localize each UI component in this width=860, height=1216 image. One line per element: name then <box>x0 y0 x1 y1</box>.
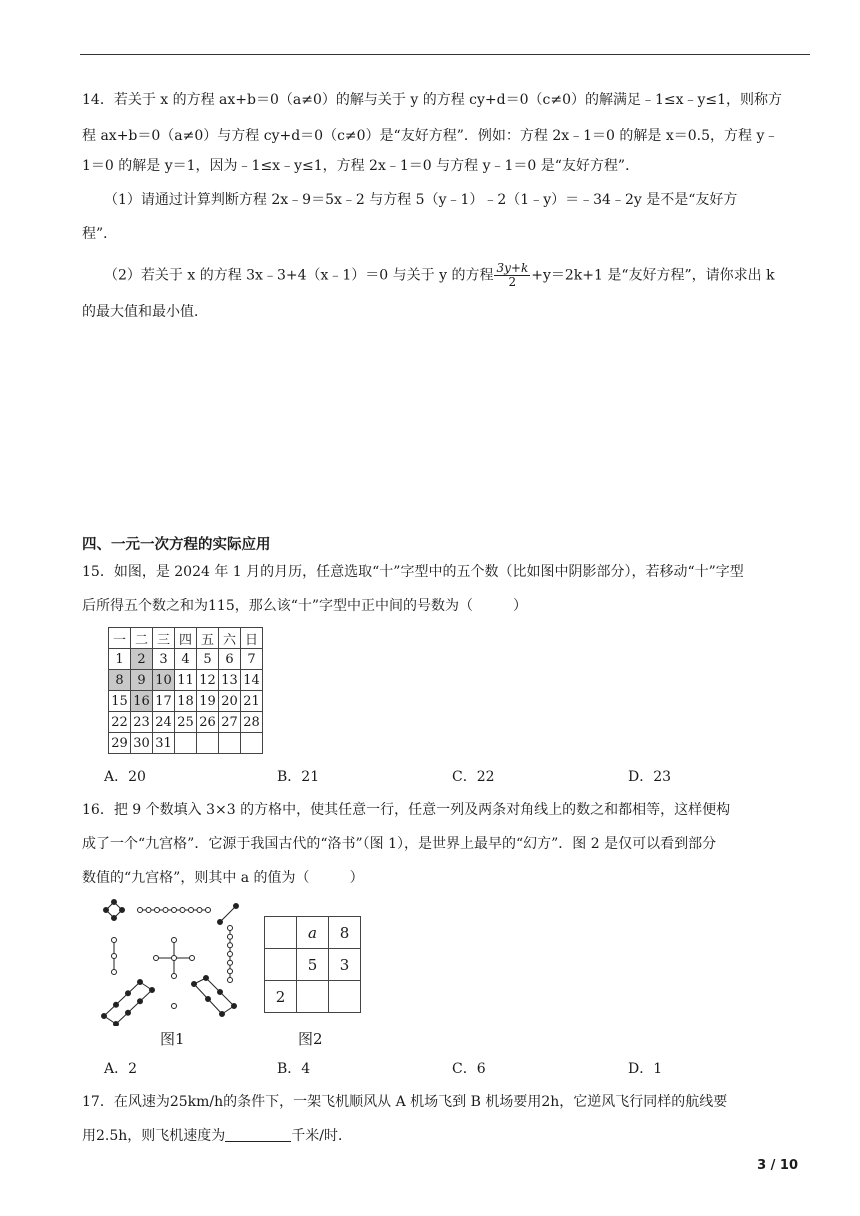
page-number: 3 / 10 <box>757 1158 798 1173</box>
calendar-header-cell: 五 <box>197 628 219 649</box>
luoshu-dots-3 <box>112 938 117 975</box>
q14-line-1: 14．若关于 x 的方程 ax+b＝0（a≠0）的解与关于 y 的方程 cy+d＝0（c≠0）的解满足﹣1≤x﹣y≤1，则称方 <box>82 92 783 108</box>
q14-line-3: 1＝0 的解是 y＝1，因为﹣1≤x﹣y≤1，方程 2x﹣1＝0 与方程 y﹣1＝0 是“友好方程”． <box>82 158 640 174</box>
q16-line-1: 16．把 9 个数填入 3×3 的方格中，使其任意一行，任意一列及两条对角线上的数之和都相等，这样便构 <box>82 802 731 818</box>
header-rule <box>80 54 810 55</box>
q17-line-2 <box>82 1126 352 1146</box>
calendar-row <box>109 733 263 754</box>
grid-row <box>265 981 361 1013</box>
q16-line-2: 成了一个“九宫格”．它源于我国古代的“洛书”（图 1），是世界上最早的“幻方”．图 2 是仅可以看到部分 <box>82 836 717 852</box>
grid-row <box>265 949 361 981</box>
calendar-header-cell: 六 <box>219 628 241 649</box>
fraction-denominator: 2 <box>508 275 517 289</box>
calendar-cell: 31 <box>153 733 175 754</box>
q17-line-1: 17．在风速为25km/h的条件下，一架飞机顺风从 A 机场飞到 B 机场要用2h，它逆风飞行同样的航线要 <box>82 1094 728 1110</box>
luoshu-dots-4 <box>104 900 125 921</box>
calendar-cell: 29 <box>109 733 131 754</box>
calendar-cell: 24 <box>153 712 175 733</box>
calendar-cell: 18 <box>175 691 197 712</box>
grid-cell: 2 <box>265 981 297 1013</box>
grid-cell: a <box>297 917 329 949</box>
q15-option-b: B．21 <box>277 769 320 785</box>
q16-line-3 <box>82 868 364 888</box>
calendar-cell: 15 <box>109 691 131 712</box>
grid-cell <box>329 981 361 1013</box>
calendar-row <box>109 649 263 670</box>
calendar-cell: 1 <box>109 649 131 670</box>
grid-row <box>265 917 361 949</box>
luoshu-dots-9 <box>138 908 211 913</box>
calendar-cell: 14 <box>241 670 263 691</box>
calendar-cell-shaded: 9 <box>131 670 153 691</box>
grid-cell: 5 <box>297 949 329 981</box>
luoshu-dots-5 <box>154 938 195 979</box>
calendar-cell: 26 <box>197 712 219 733</box>
nine-grid-table <box>264 916 361 1013</box>
q15-line-2-pre: 后所得五个数之和为115，那么该“十”字型中正中间的号数为（ <box>82 598 474 614</box>
calendar-cell <box>241 733 263 754</box>
calendar-cell-shaded: 10 <box>153 670 175 691</box>
calendar-cell: 19 <box>197 691 219 712</box>
luoshu-diagram <box>96 898 248 1026</box>
q14-part1-line-2: 程”． <box>82 226 118 242</box>
calendar-row <box>109 670 263 691</box>
calendar-cell: 28 <box>241 712 263 733</box>
calendar-cell: 22 <box>109 712 131 733</box>
calendar-cell: 30 <box>131 733 153 754</box>
grid-cell <box>265 917 297 949</box>
calendar-header-cell: 三 <box>153 628 175 649</box>
calendar-header-cell: 二 <box>131 628 153 649</box>
luoshu-dots-8 <box>102 980 155 1027</box>
q15-option-c: C．22 <box>452 769 495 785</box>
calendar-cell: 3 <box>153 649 175 670</box>
calendar-cell: 4 <box>175 649 197 670</box>
q17-line-2-post: 千米/时． <box>291 1128 352 1144</box>
q17-line-2-pre: 用2.5h，则飞机速度为 <box>82 1128 226 1144</box>
q16-option-b: B．4 <box>277 1061 311 1077</box>
calendar-cell: 13 <box>219 670 241 691</box>
q14-part1-line-1: （1）请通过计算判断方程 2x﹣9＝5x﹣2 与方程 5（y﹣1）﹣2（1﹣y）＝﹣34﹣2y 是不是“友好方 <box>104 192 738 208</box>
luoshu-dots-7 <box>228 926 233 983</box>
q15-line-2-post: ） <box>513 598 528 614</box>
section-heading: 四、一元一次方程的实际应用 <box>82 537 271 553</box>
calendar-cell: 25 <box>175 712 197 733</box>
calendar-row <box>109 712 263 733</box>
q16-line-3-pre: 数值的“九宫格”，则其中 a 的值为（ <box>82 870 310 886</box>
calendar-header-cell: 四 <box>175 628 197 649</box>
q16-option-c: C．6 <box>452 1061 486 1077</box>
q14-line-2: 程 ax+b＝0（a≠0）与方程 cy+d＝0（c≠0）是“友好方程”．例如：方程 2x﹣1＝0 的解是 x＝0.5，方程 y﹣ <box>82 128 779 144</box>
q16-option-a: A．2 <box>104 1061 138 1077</box>
calendar-cell <box>219 733 241 754</box>
calendar-cell: 20 <box>219 691 241 712</box>
calendar-cell-shaded: 8 <box>109 670 131 691</box>
q14-part2-text-post: +y＝2k+1 是“友好方程”，请你求出 k <box>531 267 775 284</box>
calendar-cell-shaded: 16 <box>131 691 153 712</box>
grid-cell <box>265 949 297 981</box>
fraction-numerator: 3y+k <box>496 261 529 275</box>
calendar-row <box>109 691 263 712</box>
q14-part2-line-2: 的最大值和最小值． <box>82 304 208 320</box>
q16-option-d: D．1 <box>628 1061 663 1077</box>
q15-line-2 <box>82 596 527 616</box>
calendar-header-cell: 日 <box>241 628 263 649</box>
fraction <box>494 262 530 289</box>
q16-line-3-post: ） <box>349 870 364 886</box>
figure-1-label: 图1 <box>160 1030 185 1048</box>
luoshu-dots-2 <box>218 904 239 925</box>
calendar-cell: 7 <box>241 649 263 670</box>
calendar-header-cell: 一 <box>109 628 131 649</box>
calendar-cell-shaded: 2 <box>131 649 153 670</box>
calendar-cell <box>175 733 197 754</box>
calendar-cell: 12 <box>197 670 219 691</box>
calendar-cell <box>197 733 219 754</box>
calendar-cell: 17 <box>153 691 175 712</box>
calendar-table <box>108 627 263 754</box>
calendar-cell: 5 <box>197 649 219 670</box>
figure-2-label: 图2 <box>298 1030 323 1048</box>
grid-cell <box>297 981 329 1013</box>
q14-part2-text-pre: （2）若关于 x 的方程 3x﹣3+4（x﹣1）＝0 与关于 y 的方程 <box>104 267 494 284</box>
q15-option-d: D．23 <box>628 769 672 785</box>
grid-cell: 3 <box>329 949 361 981</box>
luoshu-dots-1 <box>172 1004 177 1009</box>
q15-line-1: 15．如图，是 2024 年 1 月的月历，任意选取“十”字型中的五个数（比如图中阴影部分），若移动“十”字型 <box>82 564 744 580</box>
grid-cell: 8 <box>329 917 361 949</box>
calendar-header-row <box>109 628 263 649</box>
calendar-cell: 11 <box>175 670 197 691</box>
calendar-cell: 27 <box>219 712 241 733</box>
calendar-cell: 23 <box>131 712 153 733</box>
answer-blank[interactable] <box>225 1127 291 1142</box>
calendar-cell: 21 <box>241 691 263 712</box>
q14-part2-line-1 <box>104 262 775 289</box>
calendar-cell: 6 <box>219 649 241 670</box>
q15-option-a: A．20 <box>104 769 146 785</box>
